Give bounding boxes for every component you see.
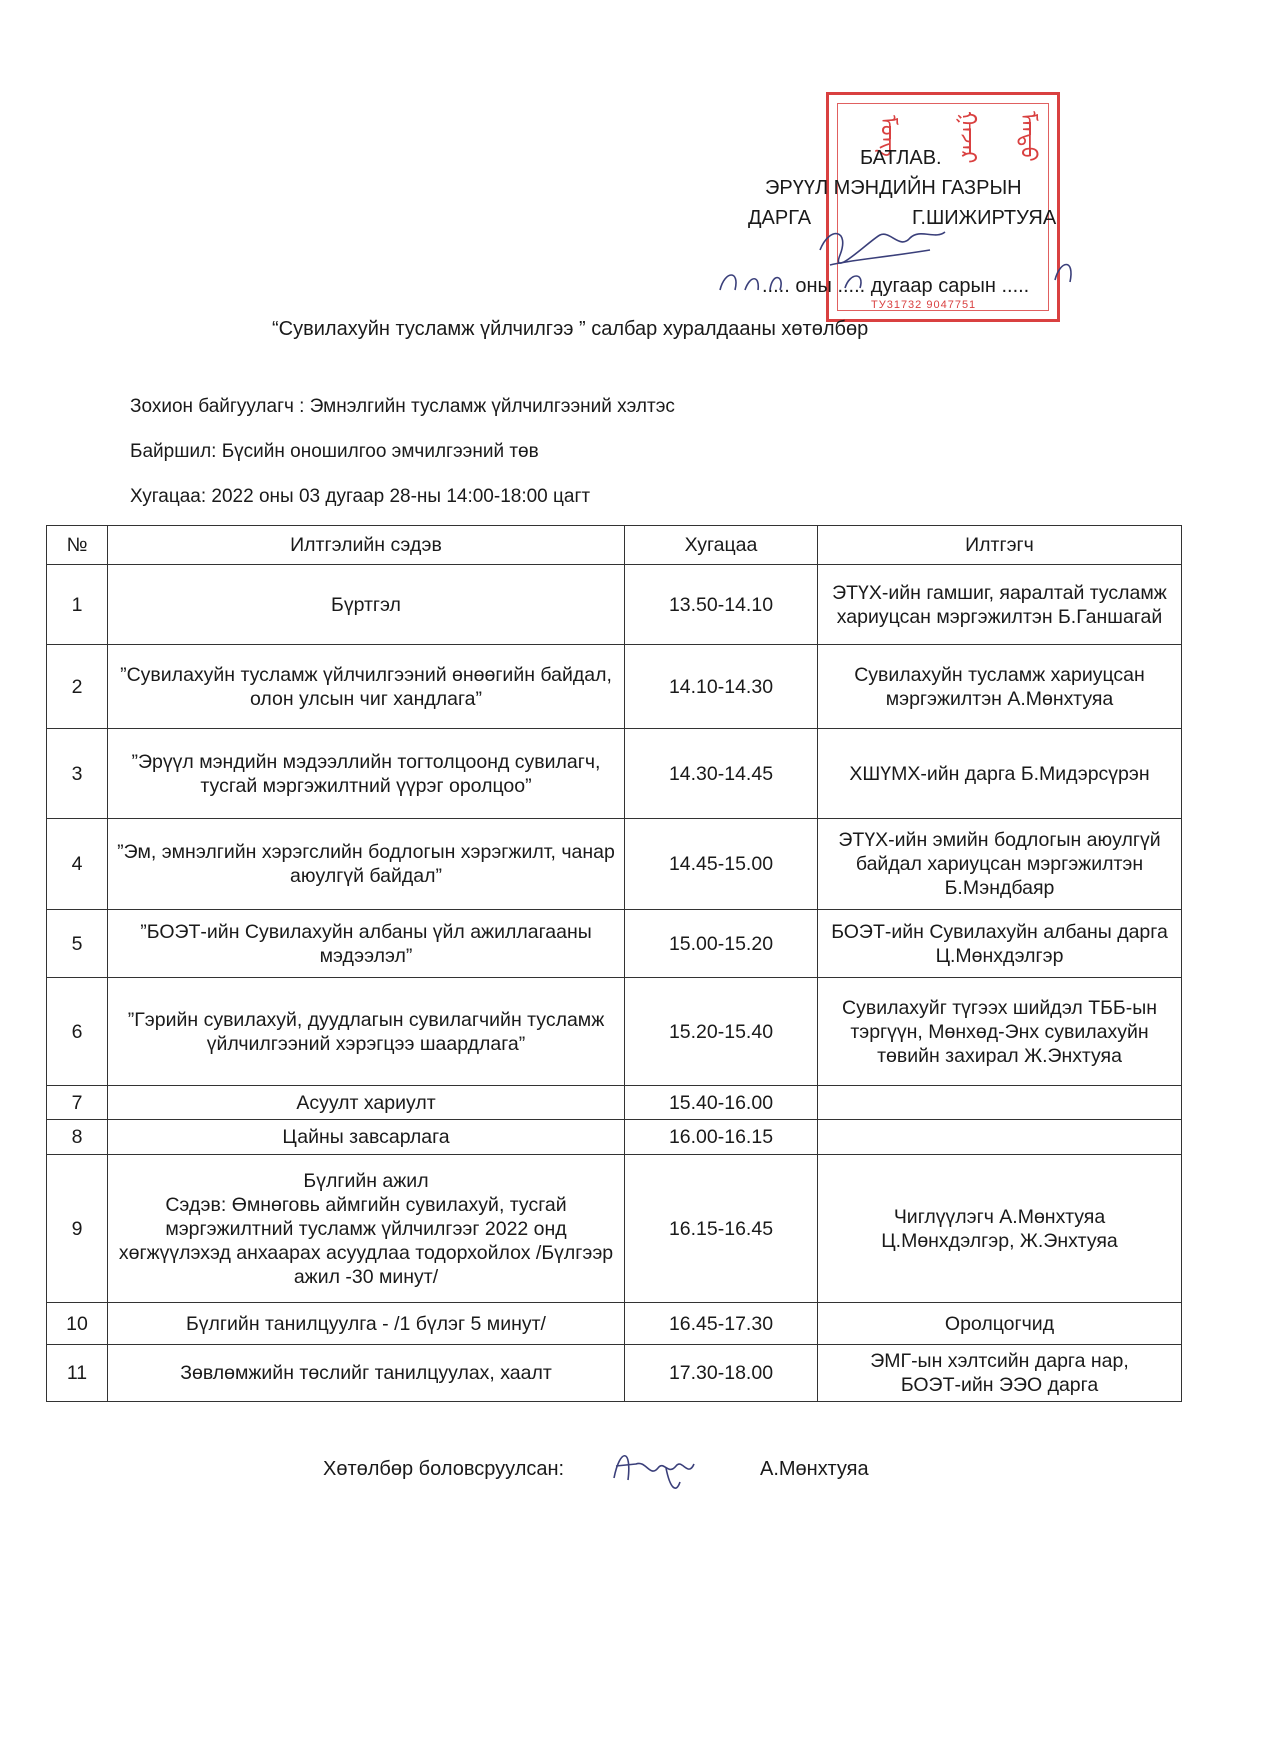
table-row bbox=[47, 729, 1182, 819]
row-speaker: Сувилахуйн тусламж хариуцсан мэргэжилтэн А.Мөнхтуяа bbox=[818, 645, 1182, 729]
approval-org: ЭРҮҮЛ МЭНДИЙН ГАЗРЫН bbox=[765, 177, 1022, 199]
location-line: Байршил: Бүсийн оношилгоо эмчилгээний төв bbox=[130, 441, 539, 462]
row-topic: Бүртгэл bbox=[108, 565, 625, 645]
document-title: “Сувилахуйн тусламж үйлчилгээ ” салбар хуралдааны хөтөлбөр bbox=[272, 318, 869, 340]
row-number: 11 bbox=[47, 1345, 108, 1402]
row-time: 16.15-16.45 bbox=[625, 1155, 818, 1303]
row-topic: Бүлгийн танилцуулга - /1 бүлэг 5 минут/ bbox=[108, 1303, 625, 1345]
time-line: Хугацаа: 2022 оны 03 дугаар 28-ны 14:00-18:00 цагт bbox=[130, 486, 591, 507]
row-topic-cell bbox=[108, 1155, 625, 1303]
row-topic: Асуулт хариулт bbox=[108, 1086, 625, 1120]
header-speaker: Илтгэгч bbox=[818, 526, 1182, 565]
table-row bbox=[47, 978, 1182, 1086]
director-signature bbox=[700, 210, 1100, 300]
approval-name: Г.ШИЖИРТУЯА bbox=[912, 207, 1057, 229]
row-number: 7 bbox=[47, 1086, 108, 1120]
row-number: 10 bbox=[47, 1303, 108, 1345]
row-time: 13.50-14.10 bbox=[625, 565, 818, 645]
row-topic: ”БОЭТ-ийн Сувилахуйн албаны үйл ажиллагааны мэдээлэл” bbox=[108, 910, 625, 978]
row-speaker-line1: ЭМГ-ын хэлтсийн дарга нар, bbox=[870, 1350, 1129, 1372]
organizer-line: Зохион байгуулагч : Эмнэлгийн тусламж үйлчилгээний хэлтэс bbox=[130, 396, 675, 417]
table-row bbox=[47, 1120, 1182, 1155]
table-row bbox=[47, 565, 1182, 645]
row-speaker-line1: Чиглүүлэгч А.Мөнхтуяа bbox=[893, 1205, 1106, 1228]
approval-position: ДАРГА bbox=[748, 207, 812, 229]
row-speaker: Сувилахуйг түгээх шийдэл ТББ-ын тэргүүн, Мөнхөд-Энх сувилахуйн төвийн захирал Ж.Энхтуяа bbox=[818, 978, 1182, 1086]
row-time: 16.00-16.15 bbox=[625, 1120, 818, 1155]
preparer-name: А.Мөнхтуяа bbox=[760, 1458, 869, 1480]
table-row bbox=[47, 1086, 1182, 1120]
stamp-script-middle: ᠭᠠᠵᠠᠷ bbox=[956, 111, 981, 164]
row-number: 3 bbox=[47, 729, 108, 819]
row-topic: Цайны завсарлага bbox=[108, 1120, 625, 1155]
table-row bbox=[47, 645, 1182, 729]
row-topic: Зөвлөмжийн төслийг танилцуулах, хаалт bbox=[108, 1345, 625, 1402]
row-number: 5 bbox=[47, 910, 108, 978]
table-row bbox=[47, 1345, 1182, 1402]
row-speaker: ЭТҮХ-ийн эмийн бодлогын аюулгүй байдал хариуцсан мэргэжилтэн Б.Мэндбаяр bbox=[818, 819, 1182, 910]
row-number: 1 bbox=[47, 565, 108, 645]
row-topic-heading: Бүлгийн ажил bbox=[303, 1169, 429, 1192]
approval-heading: БАТЛАВ. bbox=[860, 147, 942, 169]
row-speaker: БОЭТ-ийн ЭЭО дарга bbox=[900, 1374, 1099, 1396]
row-time: 14.10-14.30 bbox=[625, 645, 818, 729]
row-time: 15.20-15.40 bbox=[625, 978, 818, 1086]
row-number: 2 bbox=[47, 645, 108, 729]
table-row bbox=[47, 1303, 1182, 1345]
row-speaker: БОЭТ-ийн Сувилахуйн албаны дарга Ц.Мөнхдэлгэр bbox=[818, 910, 1182, 978]
row-speaker: Ц.Мөнхдэлгэр, Ж.Энхтуяа bbox=[881, 1229, 1118, 1252]
row-time: 14.30-14.45 bbox=[625, 729, 818, 819]
row-speaker: ЭТҮХ-ийн гамшиг, яаралтай тусламж хариуцсан мэргэжилтэн Б.Ганшагай bbox=[818, 565, 1182, 645]
table-header-row bbox=[47, 526, 1182, 565]
row-speaker: Оролцогчид bbox=[818, 1303, 1182, 1345]
row-time: 16.45-17.30 bbox=[625, 1303, 818, 1345]
approval-date-line: ..... оны ..... дугаар сарын ..... bbox=[762, 275, 1030, 297]
table-row bbox=[47, 910, 1182, 978]
row-topic: ”Сувилахуйн тусламж үйлчилгээний өнөөгийн байдал, олон улсын чиг хандлага” bbox=[108, 645, 625, 729]
stamp-script-left: ᠮᠣᠩ bbox=[876, 115, 901, 157]
row-speaker-cell bbox=[818, 1345, 1182, 1402]
row-speaker bbox=[818, 1120, 1182, 1155]
header-number: № bbox=[47, 526, 108, 565]
row-time: 15.40-16.00 bbox=[625, 1086, 818, 1120]
preparer-signature bbox=[606, 1438, 706, 1498]
stamp-script-right: ᠮᠡᠨᠳᠦ bbox=[1016, 111, 1041, 162]
row-topic: ”Эрүүл мэндийн мэдээллийн тогтолцоонд сувилагч, тусгай мэргэжилтний үүрэг оролцоо” bbox=[108, 729, 625, 819]
agenda-table bbox=[46, 525, 1182, 1402]
row-time: 17.30-18.00 bbox=[625, 1345, 818, 1402]
prepared-by-label: Хөтөлбөр боловсруулсан: bbox=[323, 1458, 565, 1480]
row-topic: ”Гэрийн сувилахуй, дуудлагын сувилагчийн тусламж үйлчилгээний хэрэгцээ шаардлага” bbox=[108, 978, 625, 1086]
row-number: 4 bbox=[47, 819, 108, 910]
row-time: 15.00-15.20 bbox=[625, 910, 818, 978]
row-topic: ”Эм, эмнэлгийн хэрэгслийн бодлогын хэрэгжилт, чанар аюулгүй байдал” bbox=[108, 819, 625, 910]
header-time: Хугацаа bbox=[625, 526, 818, 565]
header-topic: Илтгэлийн сэдэв bbox=[108, 526, 625, 565]
row-number: 9 bbox=[47, 1155, 108, 1303]
row-time: 14.45-15.00 bbox=[625, 819, 818, 910]
row-number: 8 bbox=[47, 1120, 108, 1155]
row-number: 6 bbox=[47, 978, 108, 1086]
stamp-number: ТУ31732 9047751 bbox=[871, 299, 977, 311]
row-speaker: ХШҮМХ-ийн дарга Б.Мидэрсүрэн bbox=[818, 729, 1182, 819]
table-row bbox=[47, 819, 1182, 910]
table-row bbox=[47, 1155, 1182, 1303]
row-speaker-cell bbox=[818, 1155, 1182, 1303]
row-topic: Сэдэв: Өмнөговь аймгийн сувилахуй, тусгай мэргэжилтний тусламж үйлчилгээг 2022 онд хөгжүүлэхэд анхаарах асуудлаа тодорхойлох /Бүлгээр ажил -30 минут/ bbox=[118, 1193, 614, 1288]
row-speaker bbox=[818, 1086, 1182, 1120]
